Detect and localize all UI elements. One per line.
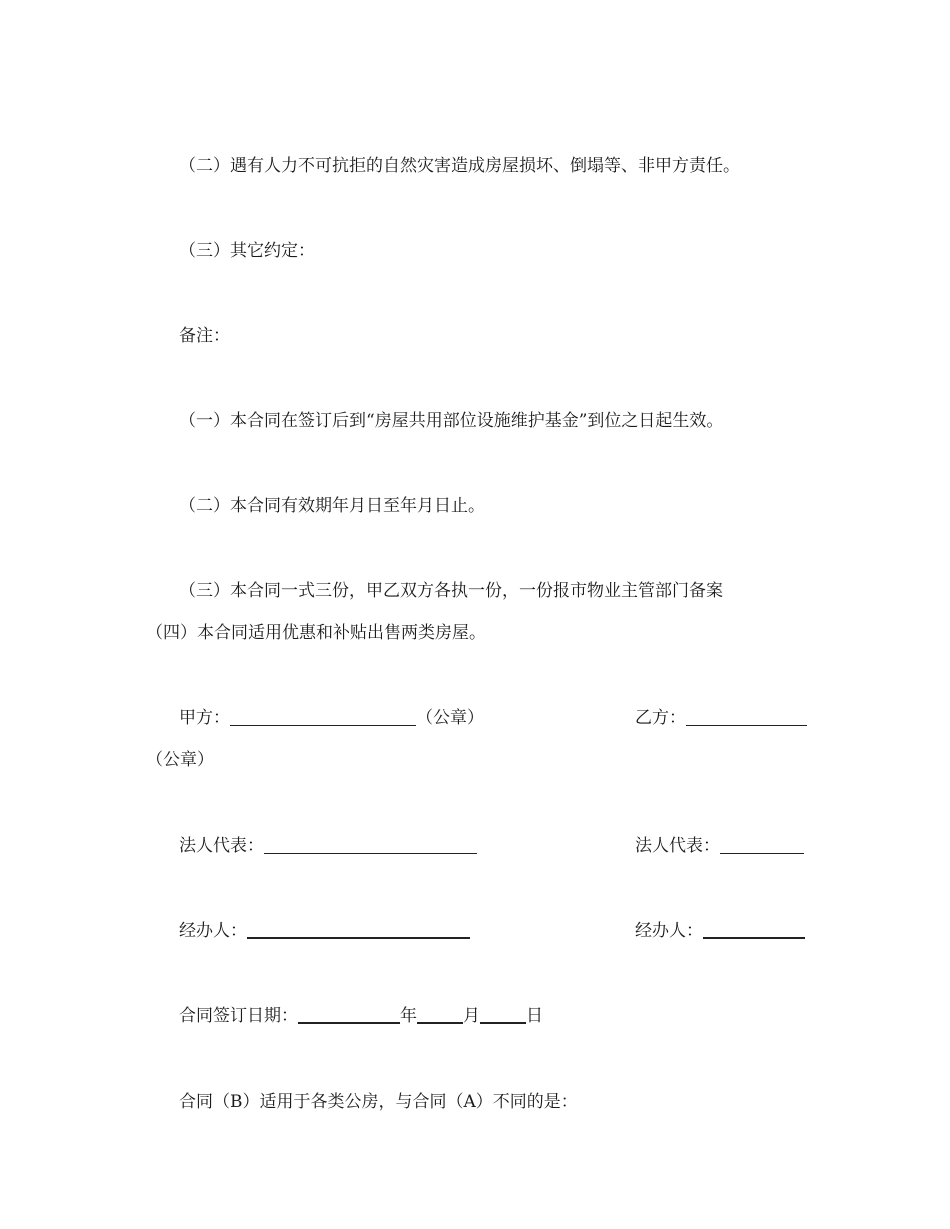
handler-b-label: 经办人： [635,921,703,941]
party-b-label: 乙方： [635,708,686,728]
legal-rep-b-line [635,835,804,857]
month-label: 月 [463,1006,480,1026]
legal-rep-a-line [179,835,477,857]
party-a-blank [230,709,416,726]
remark-3: （三）本合同一式三份，甲乙双方各执一份，一份报市物业主管部门备案 [179,581,723,601]
sign-date-line [179,1005,543,1027]
year-label: 年 [400,1006,417,1026]
party-a-line [179,707,484,729]
day-label: 日 [526,1006,543,1026]
party-b-blank [686,709,807,726]
handler-a-blank [247,921,470,939]
handler-a-line [179,920,470,942]
remark-2: （二）本合同有效期年月日至年月日止。 [179,496,485,516]
sign-date-label: 合同签订日期： [179,1006,298,1026]
contract-b-note: 合同（B）适用于各类公房，与合同（A）不同的是： [179,1092,578,1112]
handler-b-line [635,920,805,942]
clause-2: （二）遇有人力不可抗拒的自然灾害造成房屋损坏、倒塌等、非甲方责任。 [179,156,740,176]
legal-rep-b-label: 法人代表： [635,836,720,856]
party-b-seal: （公章） [146,750,214,770]
year-blank [298,1006,400,1024]
remark-4: （四）本合同适用优惠和补贴出售两类房屋。 [146,623,486,643]
party-b-line [635,707,807,729]
legal-rep-a-blank [264,837,477,854]
legal-rep-a-label: 法人代表： [179,836,264,856]
handler-b-blank [703,921,805,939]
party-a-seal: （公章） [416,708,484,728]
remark-1: （一）本合同在签订后到“房屋共用部位设施维护基金”到位之日起生效。 [179,411,724,431]
handler-a-label: 经办人： [179,921,247,941]
legal-rep-b-blank [720,837,804,854]
remarks-title: 备注： [179,326,230,346]
month-blank [417,1006,463,1024]
clause-3: （三）其它约定： [179,241,315,261]
party-a-label: 甲方： [179,708,230,728]
day-blank [480,1006,526,1024]
